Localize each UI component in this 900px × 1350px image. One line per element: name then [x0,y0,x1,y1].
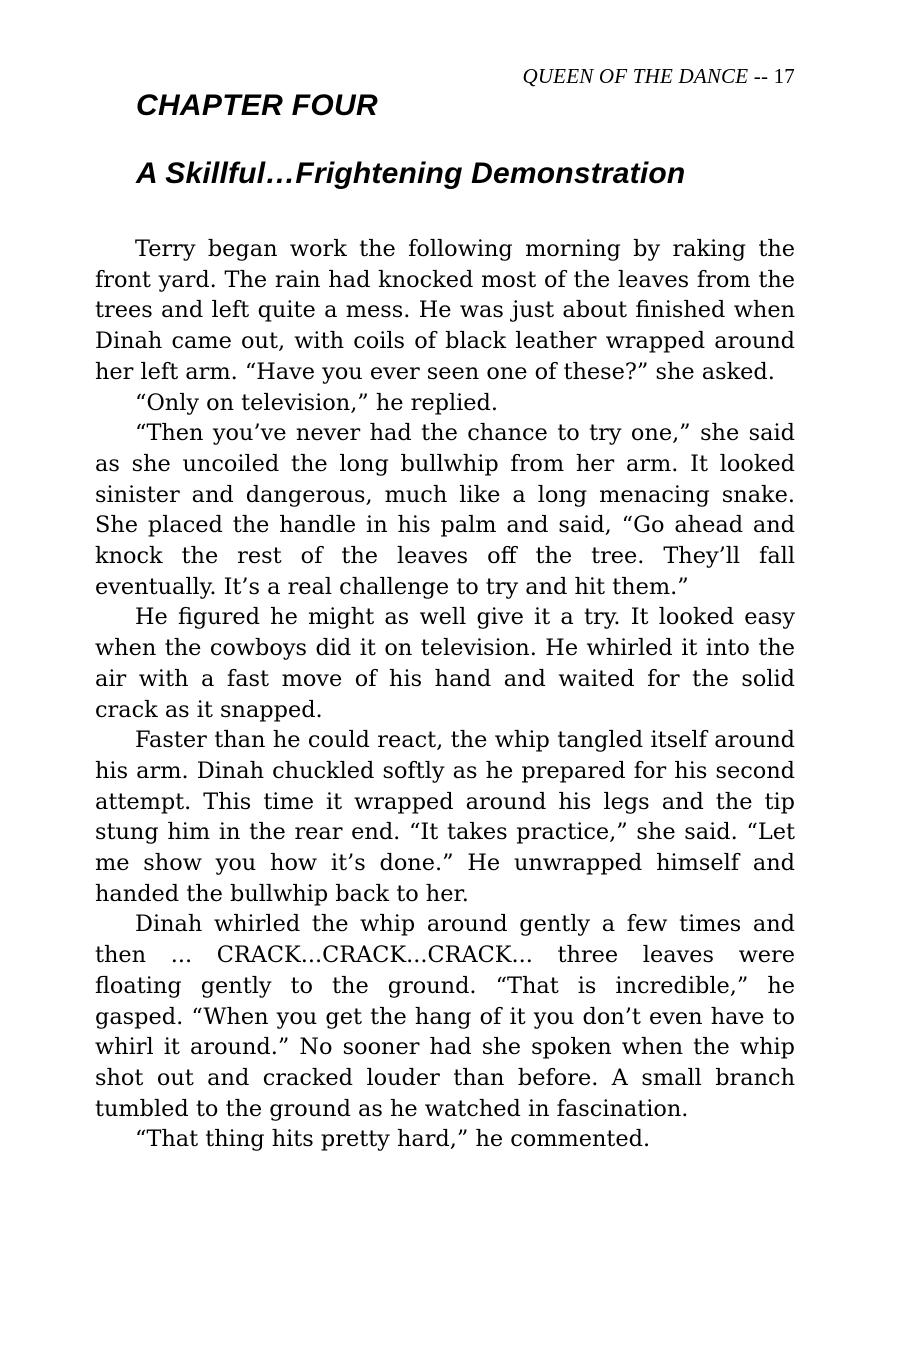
page-number: 17 [773,64,795,88]
paragraph: “That thing hits pretty hard,” he commented. [135,1126,651,1153]
chapter-title: A Skillful…Frightening Demonstration [136,157,686,190]
running-header-separator: -- [753,64,769,88]
chapter-body [95,234,795,1155]
paragraph: “Then you’ve never had the chance to try one,” she said as she uncoiled the long bullwhip from her arm. It looked sinister and dangerous, much like a long menacing snake. She placed the handle in his palm and said, “Go ahead and knock the rest of the leaves off the tree. They’ll fall eventually. It’s a real challenge to try and hit them.” [95,420,795,600]
paragraph: Faster than he could react, the whip tangled itself around his arm. Dinah chuckled softly as he prepared for his second attempt. This time it wrapped around his legs and the tip stung him in the rear end. “It takes practice,” she said. “Let me show you how it’s done.” He unwrapped himself and handed the bullwhip back to her. [95,727,795,907]
running-header [522,64,795,89]
paragraph: Dinah whirled the whip around gently a few times and then ... CRACK...CRACK...CRACK... three leaves were floating gently to the ground. “That is incredible,” he gasped. “When you get the hang of it you don’t even have to whirl it around.” No sooner had she spoken when the whip shot out and cracked louder than before. A small branch tumbled to the ground as he watched in fascination. [95,911,795,1122]
running-header-title: QUEEN OF THE DANCE [522,64,749,88]
paragraph: “Only on television,” he replied. [135,389,498,416]
paragraph: He figured he might as well give it a try. It looked easy when the cowboys did it on television. He whirled it into the air with a fast move of his hand and waited for the solid crack as it snapped. [95,604,795,723]
paragraph: Terry began work the following morning by raking the front yard. The rain had knocked most of the leaves from the trees and left quite a mess. He was just about finished when Dinah came out, with coils of black leather wrapped around her left arm. “Have you ever seen one of these?” she asked. [95,236,795,385]
chapter-label: CHAPTER FOUR [136,89,378,122]
